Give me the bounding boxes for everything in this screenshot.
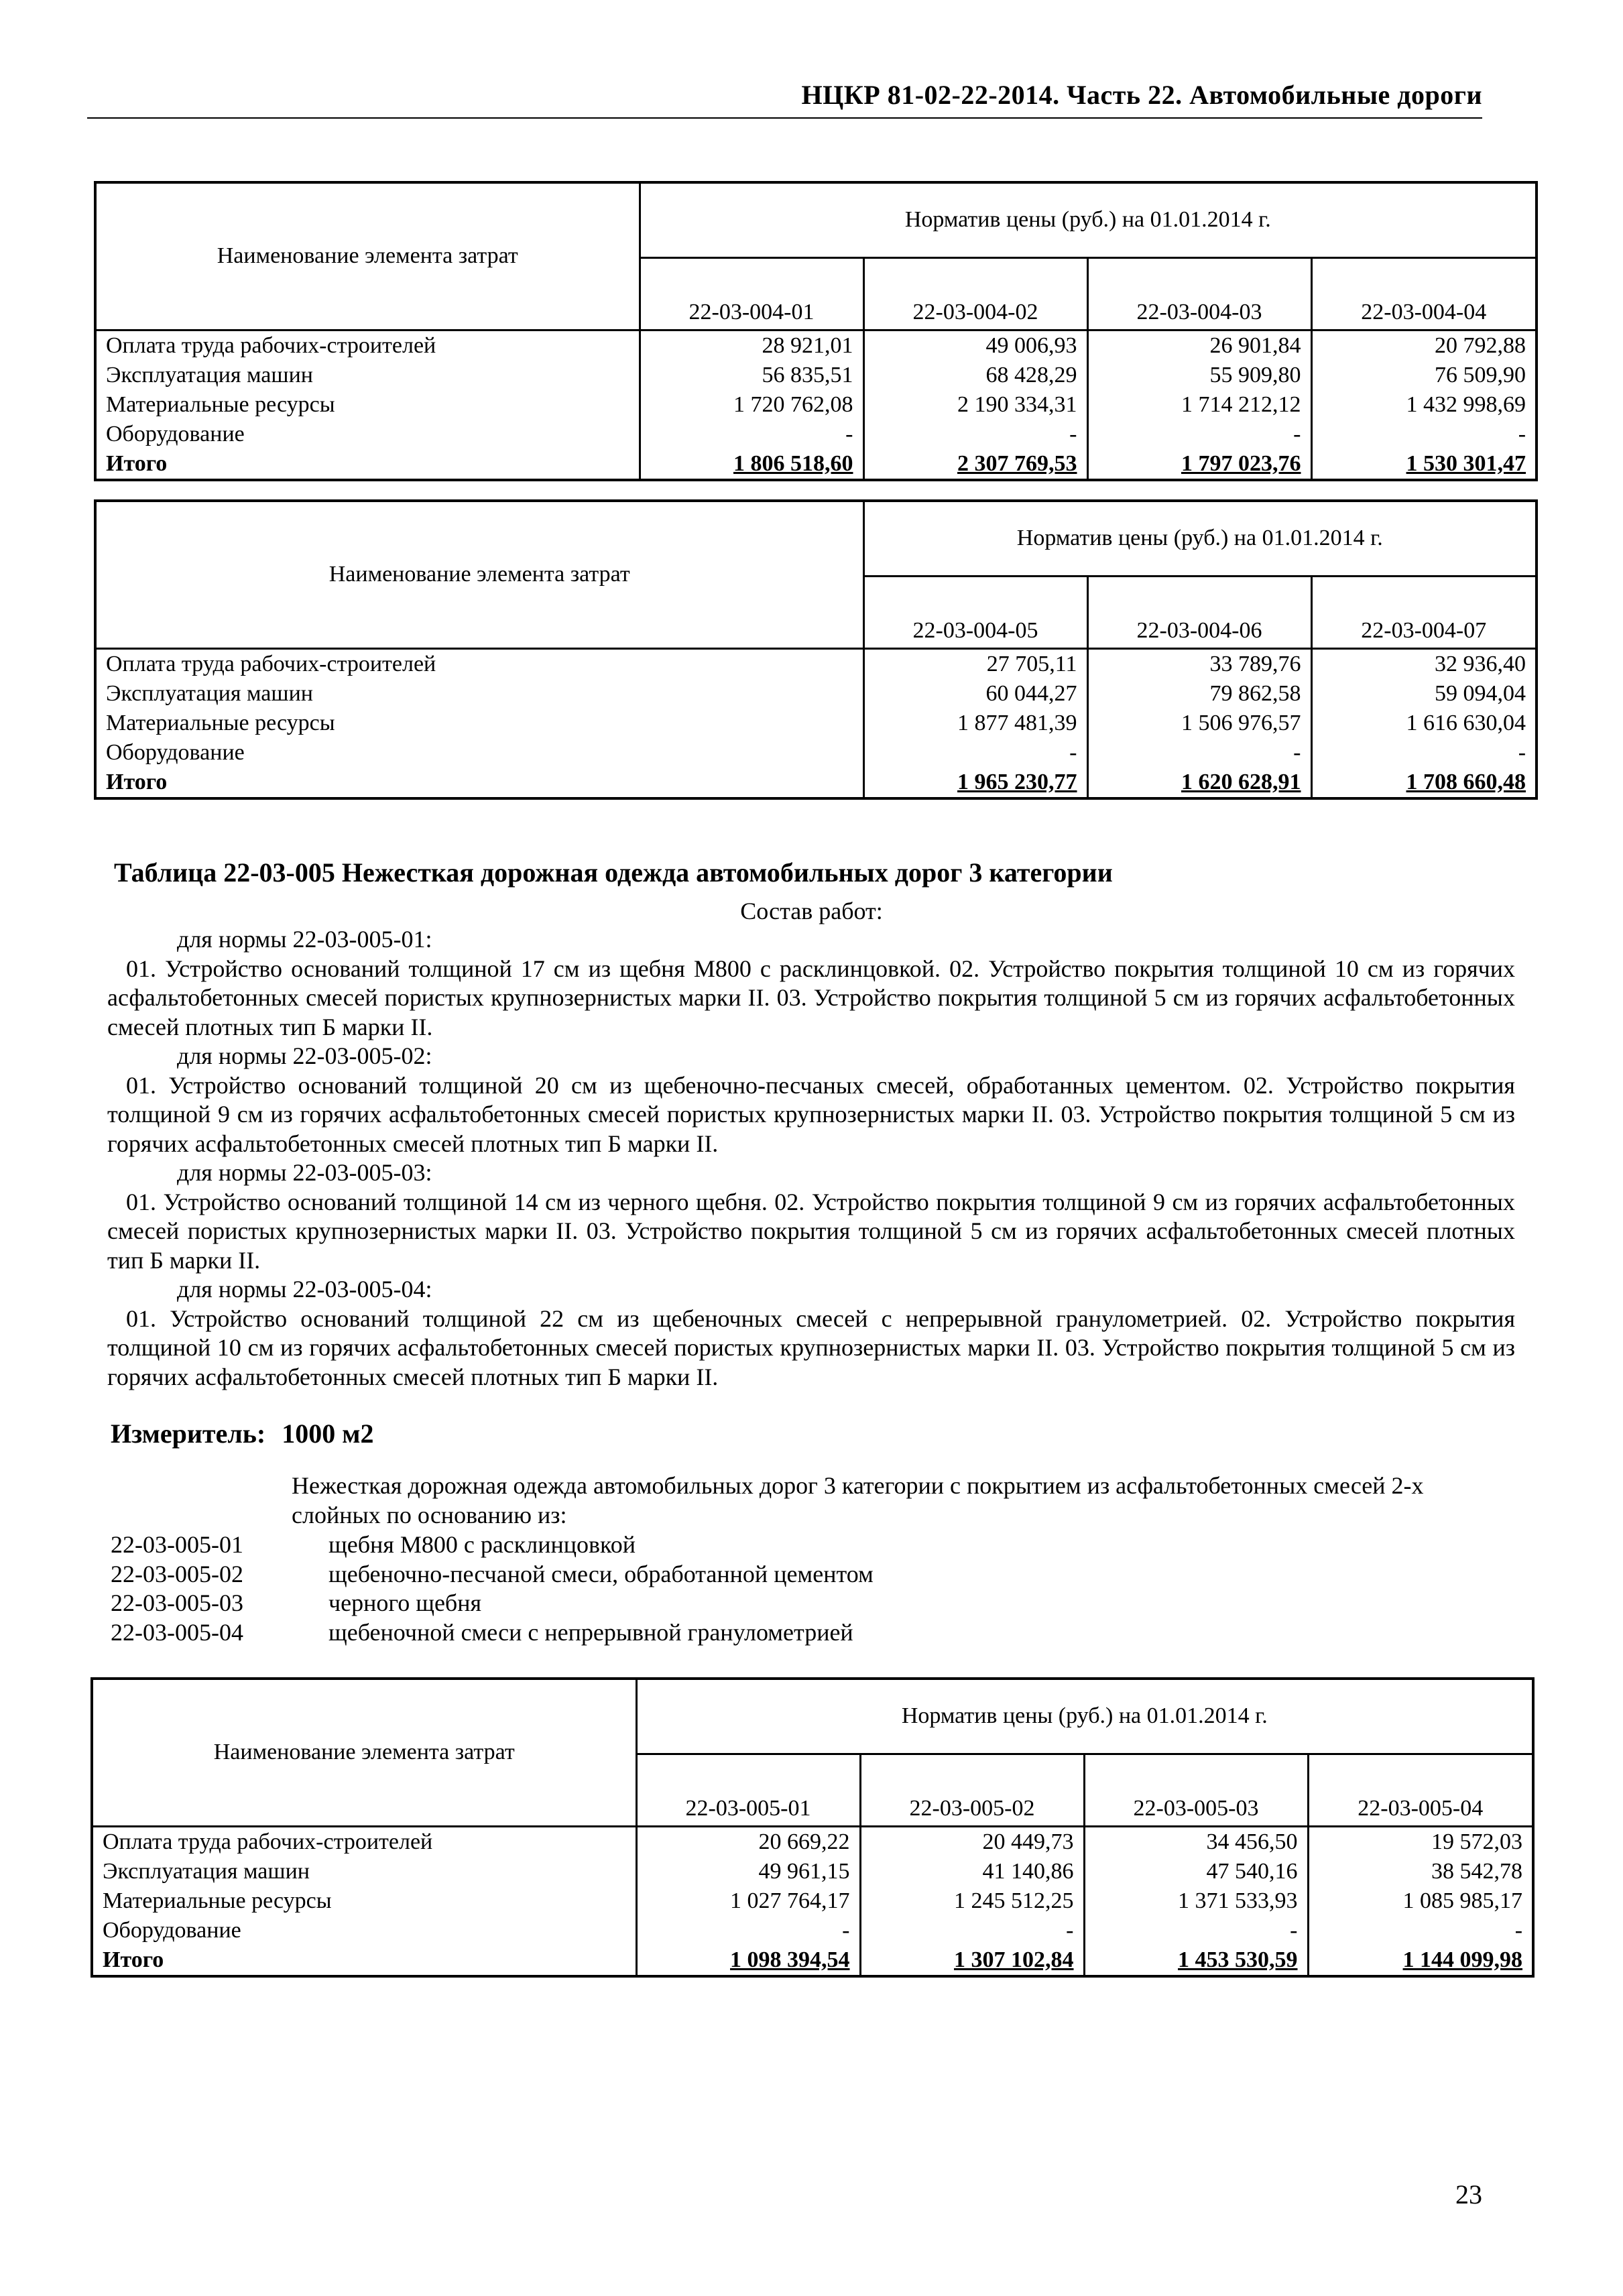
list-item — [111, 1589, 874, 1618]
norm-reference: для нормы 22-03-005-04: — [177, 1276, 432, 1303]
cell-value: 1 506 976,57 — [1087, 709, 1311, 738]
total-label: Итого — [95, 449, 640, 480]
row-label: Материальные ресурсы — [92, 1886, 636, 1916]
cell-value: 1 027 764,17 — [636, 1886, 860, 1916]
table-row — [95, 738, 1537, 768]
cell-value: - — [863, 738, 1087, 768]
item-code: 22-03-005-03 — [111, 1589, 243, 1616]
row-label: Оплата труда рабочих-строителей — [95, 648, 863, 679]
table-row — [95, 361, 1537, 390]
norm-reference: для нормы 22-03-005-01: — [177, 926, 432, 953]
cell-value: 2 190 334,31 — [863, 390, 1087, 420]
table-row — [95, 330, 1537, 361]
item-text: щебеночно-песчаной смеси, обработанной цементом — [328, 1560, 874, 1587]
row-label: Оборудование — [95, 420, 640, 449]
price-norm-header: Норматив цены (руб.) на 01.01.2014 г. — [863, 501, 1537, 576]
total-value: 2 307 769,53 — [863, 449, 1087, 480]
total-value: 1 453 530,59 — [1084, 1945, 1308, 1976]
total-value: 1 307 102,84 — [860, 1945, 1084, 1976]
cell-value: - — [1087, 738, 1311, 768]
price-table-22-03-004-a — [94, 181, 1538, 481]
norm-code: 22-03-005-03 — [1084, 1754, 1308, 1826]
total-value: 1 530 301,47 — [1406, 450, 1526, 476]
cell-value: 56 835,51 — [640, 361, 863, 390]
cell-value: 34 456,50 — [1084, 1826, 1308, 1857]
total-value: 1 708 660,48 — [1406, 769, 1526, 794]
cell-value: 20 449,73 — [860, 1826, 1084, 1857]
item-text: черного щебня — [328, 1589, 482, 1616]
norm-code: 22-03-004-04 — [1311, 257, 1537, 330]
row-label: Эксплуатация машин — [95, 361, 640, 390]
cell-value: - — [640, 420, 863, 449]
cell-value: 1 245 512,25 — [860, 1886, 1084, 1916]
page-header: НЦКР 81-02-22-2014. Часть 22. Автомобильные дороги — [801, 80, 1482, 110]
cell-value: 60 044,27 — [863, 679, 1087, 709]
total-row — [92, 1945, 1533, 1976]
section-title: Таблица 22-03-005 Нежесткая дорожная одежда автомобильных дорог 3 категории — [114, 857, 1113, 888]
table-row — [92, 1886, 1533, 1916]
norm-code-list — [111, 1530, 874, 1647]
price-table-22-03-005 — [91, 1677, 1535, 1978]
cell-value: 1 371 533,93 — [1084, 1886, 1308, 1916]
table-row — [95, 648, 1537, 679]
row-label: Материальные ресурсы — [95, 390, 640, 420]
total-value: 1 806 518,60 — [640, 449, 863, 480]
price-table-22-03-004-b — [94, 499, 1538, 800]
cell-value: 38 542,78 — [1431, 1858, 1523, 1884]
cell-value: 1 877 481,39 — [863, 709, 1087, 738]
cell-value: - — [1087, 420, 1311, 449]
norm-code: 22-03-004-02 — [863, 257, 1087, 330]
cell-value: 26 901,84 — [1087, 330, 1311, 361]
work-description: 01. Устройство оснований толщиной 20 см из щебеночно-песчаных смесей, обработанных цементом. 02. Устройство покрытия толщиной 9 см из горячих асфальтобетонных смесей пористых крупнозернистых марки II. 03. Устройство покрытия толщиной 5 см из горячих асфальтобетонных смесей плотных тип Б марки II. — [107, 1071, 1515, 1157]
cell-value: 1 616 630,04 — [1406, 710, 1526, 735]
cell-value: - — [1518, 421, 1526, 446]
row-label: Оборудование — [95, 738, 863, 768]
cell-value: - — [863, 420, 1087, 449]
total-value: 1 965 230,77 — [863, 768, 1087, 798]
row-label: Материальные ресурсы — [95, 709, 863, 738]
measurement-unit — [111, 1418, 373, 1449]
cell-value: - — [860, 1916, 1084, 1945]
norm-code: 22-03-004-05 — [863, 576, 1087, 648]
total-label: Итого — [95, 768, 863, 798]
table-row — [92, 1916, 1533, 1945]
total-row — [95, 449, 1537, 480]
row-label: Эксплуатация машин — [95, 679, 863, 709]
item-text: щебня М800 с расклинцовкой — [328, 1531, 636, 1558]
measure-unit: 1000 м2 — [282, 1418, 374, 1449]
header-rule — [87, 117, 1482, 119]
table-row — [95, 709, 1537, 738]
table-row — [95, 420, 1537, 449]
cell-value: 49 006,93 — [863, 330, 1087, 361]
cell-value: 79 862,58 — [1087, 679, 1311, 709]
list-item — [111, 1560, 874, 1589]
cell-value: 32 936,40 — [1435, 651, 1526, 676]
measure-label: Измеритель: — [111, 1418, 266, 1449]
cell-value: 28 921,01 — [640, 330, 863, 361]
norm-code: 22-03-004-01 — [640, 257, 863, 330]
cost-element-header: Наименование элемента затрат — [95, 501, 863, 648]
cell-value: - — [636, 1916, 860, 1945]
page-number: 23 — [1455, 2179, 1482, 2210]
norm-code: 22-03-004-03 — [1087, 257, 1311, 330]
cell-value: - — [1518, 739, 1526, 765]
list-item — [111, 1618, 874, 1648]
cell-value: 59 094,04 — [1435, 680, 1526, 706]
cell-value: 55 909,80 — [1087, 361, 1311, 390]
norm-code: 22-03-005-04 — [1308, 1754, 1533, 1826]
cost-element-header: Наименование элемента затрат — [95, 182, 640, 330]
cell-value: 1 432 998,69 — [1406, 391, 1526, 417]
norm-code: 22-03-005-01 — [636, 1754, 860, 1826]
price-norm-header: Норматив цены (руб.) на 01.01.2014 г. — [636, 1679, 1533, 1754]
cell-value: 33 789,76 — [1087, 648, 1311, 679]
total-value: 1 098 394,54 — [636, 1945, 860, 1976]
table-row — [95, 390, 1537, 420]
work-composition — [107, 925, 1515, 1392]
cell-value: - — [1084, 1916, 1308, 1945]
row-label: Эксплуатация машин — [92, 1857, 636, 1886]
cell-value: 27 705,11 — [863, 648, 1087, 679]
work-description: 01. Устройство оснований толщиной 22 см из щебеночных смесей с непрерывной гранулометрией. 02. Устройство покрытия толщиной 10 см из горячих асфальтобетонных смесей пористых крупнозернистых марки II. 03. Устройство покрытия толщиной 5 см из горячих асфальтобетонных смесей плотных тип Б марки II. — [107, 1305, 1515, 1390]
table-row — [92, 1857, 1533, 1886]
total-label: Итого — [92, 1945, 636, 1976]
cell-value: 41 140,86 — [860, 1857, 1084, 1886]
item-code: 22-03-005-04 — [111, 1618, 243, 1646]
total-value: 1 797 023,76 — [1087, 449, 1311, 480]
cell-value: 47 540,16 — [1084, 1857, 1308, 1886]
item-code: 22-03-005-02 — [111, 1560, 243, 1587]
norm-reference: для нормы 22-03-005-03: — [177, 1159, 432, 1186]
total-value: 1 144 099,98 — [1402, 1947, 1523, 1972]
cell-value: 76 509,90 — [1435, 362, 1526, 387]
norm-description: Нежесткая дорожная одежда автомобильных дорог 3 категории с покрытием из асфальтобетонных смесей 2-х слойных по основанию из: — [292, 1472, 1424, 1528]
table-row — [92, 1826, 1533, 1857]
work-description: 01. Устройство оснований толщиной 17 см из щебня М800 с расклинцовкой. 02. Устройство покрытия толщиной 10 см из горячих асфальтобетонных смесей пористых крупнозернистых марки II. 03. Устройство покрытия толщиной 5 см из горячих асфальтобетонных смесей плотных тип Б марки II. — [107, 955, 1515, 1040]
row-label: Оплата труда рабочих-строителей — [95, 330, 640, 361]
cell-value: 20 669,22 — [636, 1826, 860, 1857]
list-item — [111, 1530, 874, 1560]
total-value: 1 620 628,91 — [1087, 768, 1311, 798]
norm-code: 22-03-005-02 — [860, 1754, 1084, 1826]
cell-value: 68 428,29 — [863, 361, 1087, 390]
norm-code: 22-03-004-07 — [1311, 576, 1537, 648]
item-code: 22-03-005-01 — [111, 1531, 243, 1558]
table-row — [95, 679, 1537, 709]
cell-value: - — [1514, 1917, 1523, 1943]
total-row — [95, 768, 1537, 798]
row-label: Оборудование — [92, 1916, 636, 1945]
cost-element-header: Наименование элемента затрат — [92, 1679, 636, 1826]
row-label: Оплата труда рабочих-строителей — [92, 1826, 636, 1857]
work-composition-heading: Состав работ: — [740, 898, 883, 924]
cell-value: 1 085 985,17 — [1402, 1888, 1523, 1913]
cell-value: 1 714 212,12 — [1087, 390, 1311, 420]
cell-value: 19 572,03 — [1431, 1829, 1523, 1854]
price-norm-header: Норматив цены (руб.) на 01.01.2014 г. — [640, 182, 1537, 257]
norm-reference: для нормы 22-03-005-02: — [177, 1042, 432, 1069]
cell-value: 49 961,15 — [636, 1857, 860, 1886]
cell-value: 20 792,88 — [1435, 333, 1526, 358]
norm-code: 22-03-004-06 — [1087, 576, 1311, 648]
work-description: 01. Устройство оснований толщиной 14 см из черного щебня. 02. Устройство покрытия толщиной 9 см из горячих асфальтобетонных смесей пористых крупнозернистых марки II. 03. Устройство покрытия толщиной 5 см из горячих асфальтобетонных смесей плотных тип Б марки II. — [107, 1188, 1515, 1274]
cell-value: 1 720 762,08 — [640, 390, 863, 420]
item-text: щебеночной смеси с непрерывной гранулометрией — [328, 1618, 853, 1646]
